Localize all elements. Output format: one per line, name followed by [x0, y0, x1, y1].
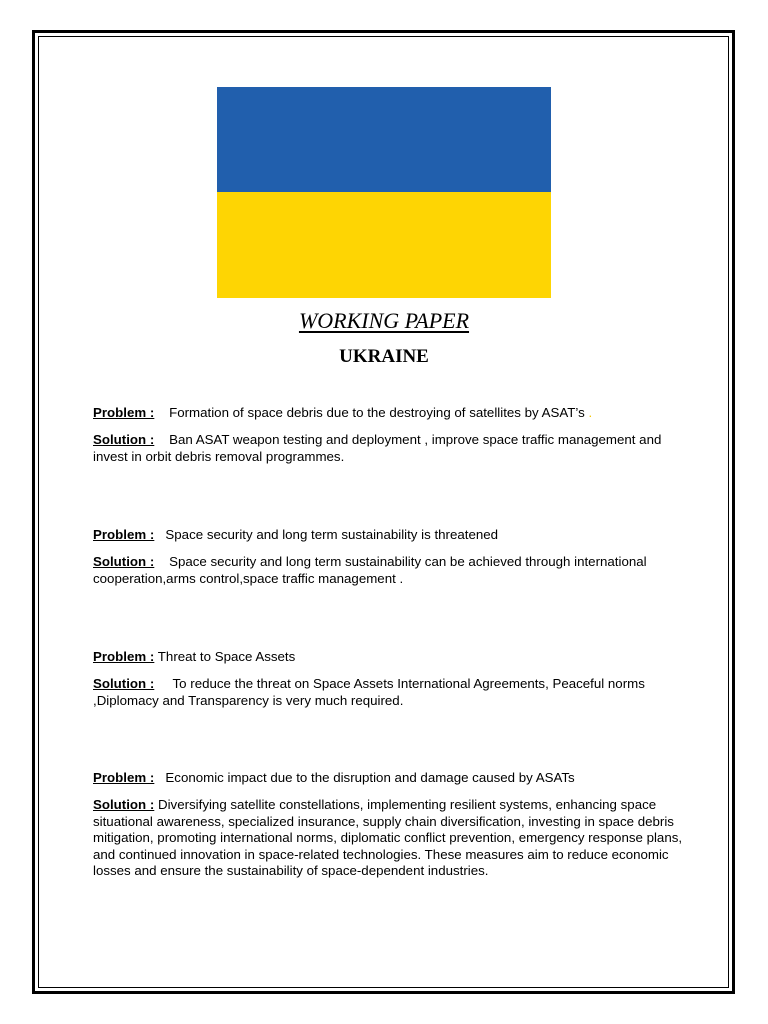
solution-label: Solution : — [93, 797, 155, 812]
problem-label: Problem : — [93, 527, 155, 542]
problem-label: Problem : — [93, 405, 155, 420]
solution-label: Solution : — [93, 676, 155, 691]
problem-1 — [93, 405, 683, 422]
problem-tail: . — [588, 405, 593, 420]
solution-label: Solution : — [93, 554, 155, 569]
page-title: WORKING PAPER — [298, 308, 470, 333]
solution-text: Ban ASAT weapon testing and deployment , improve space traffic management and invest in orbit debris removal programmes. — [93, 432, 662, 464]
solution-text: To reduce the threat on Space Assets International Agreements, Peaceful norms ,Diplomacy and Transparency is very much required. — [93, 676, 645, 708]
problem-2 — [93, 527, 683, 544]
problem-label: Problem : — [93, 649, 155, 664]
problem-text: Threat to Space Assets — [157, 649, 296, 664]
problem-text: Economic impact due to the disruption and damage caused by ASATs — [165, 770, 575, 785]
solution-label: Solution : — [93, 432, 155, 447]
problem-text: Formation of space debris due to the destroying of satellites by ASAT’s — [169, 405, 585, 420]
problem-text: Space security and long term sustainability is threatened — [165, 527, 499, 542]
solution-2 — [93, 554, 683, 587]
solution-4 — [93, 797, 683, 880]
flag-blue-stripe — [217, 87, 551, 192]
solution-text: Space security and long term sustainability can be achieved through international cooperation,arms control,space traffic management . — [93, 554, 647, 586]
flag-yellow-stripe — [217, 192, 551, 298]
problem-3 — [93, 649, 683, 666]
solution-1 — [93, 432, 683, 465]
country-heading: UKRAINE — [339, 346, 429, 367]
problem-4 — [93, 770, 683, 787]
problem-label: Problem : — [93, 770, 155, 785]
solution-text: Diversifying satellite constellations, implementing resilient systems, enhancing space situational awareness, specialized insurance, supply chain diversification, investing in space debris mitigation, promoting international norms, diplomatic conflict prevention, emergency response plans, and continued innovation in space-related technologies. These measures aim to reduce economic losses and ensure the sustainability of space-dependent industries. — [93, 797, 683, 878]
ukraine-flag-image — [217, 87, 551, 298]
solution-3 — [93, 676, 683, 709]
